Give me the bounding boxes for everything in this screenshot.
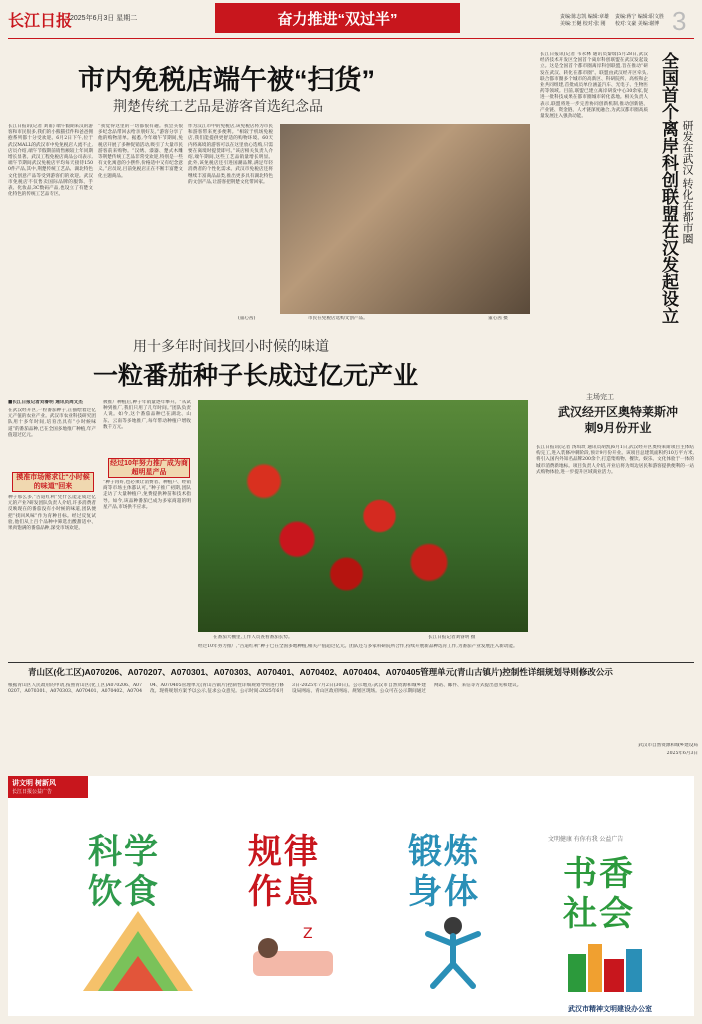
poster-diet [68, 816, 198, 996]
food-pyramid-icon [83, 911, 193, 991]
story1-author: (董心茜) [238, 316, 256, 321]
story4-kicker: 主场完工 [586, 394, 614, 401]
notice-issuer: 武汉市自然资源和城乡建设局 [638, 743, 698, 748]
issue-date: 2025年6月3日 星期二 [70, 15, 138, 22]
notice-title: 青山区(化工区)A070206、A070207、A070301、A070303、A070401、A070402、A070404、A070405管理单元(青山古镇片)控制性详细规划导则修改公示 [28, 667, 613, 677]
story1-col1: 长江日报讯(记者 刘甫) 端午假期来汉的游客和市民很多,我们的小熊猫挂件和爸爸拥抱系列都十分受欢迎。6月2日下午,位于武汉MALL的武汉市中免免税店人流不止,店员介绍,端午节假期前销售额较上年同期增长显著。武汉工程免税店商品公司表示,端午节期间武汉免税店平均每天接待1500件产品,其中,荆楚传统工艺品、湖北特色文化创意产品等受到游客们的欢迎。武汉市免税店不仅售卖国际品牌的服饰、手表、化妆品,3C数码产品,也设立了有楚文化特色的传统工艺品专区。 [8, 124, 93, 198]
story2-subhead2: 经过10年努力推广成为商超明星产品 [108, 458, 190, 478]
planning-notice [8, 662, 698, 773]
story2-col1: 在武汉经开区,一粒番茄种子,正描绘着过亿元产值的农业产业。武汉市农业科技研究团队用十多年时间,培育出具有“小时候味道”的番茄品种,已在全国多地推广种植,年产值超过亿元。 [8, 408, 96, 438]
story1-caption: 市民在免税店选购文创产品。 [308, 316, 368, 321]
story2-col3: 被推广种植后,种子年销量逐年攀升。“从试种到推广,我们只用了几年时间。”团队负责人说。如今,这个番茄品种已在湖北、山东、云南等多地推广,每年带动种植户增收数千万元。 [103, 400, 191, 430]
editor-line: 美编:王樾 校对:张 刚 [560, 21, 606, 27]
masthead [0, 0, 702, 40]
story2-col5: 经过10年努力推广,“古道红利”种子已在全国多地种植,相关产值超过亿元。团队还与多家科研院所合作,持续开展新品种选育工作,为番茄产业发展注入新动能。 [198, 644, 518, 649]
story1-subtitle: 荆楚传统工艺品是游客首选纪念品 [113, 98, 323, 114]
yoga-person-icon [408, 914, 498, 989]
poster-reading-title2: 社会 [563, 895, 635, 933]
books-icon [563, 934, 663, 994]
story-tomato [8, 330, 528, 660]
newspaper-logo: 长江日报 [8, 11, 73, 30]
editor-line: 责编:蒋宁 编辑:职文胜 [615, 14, 665, 20]
story2-kicker: 用十多年时间找回小时候的味道 [133, 338, 329, 354]
psa-slogan: 文明健康 有你有我 公益广告 [548, 837, 624, 843]
story1-col2: “我觉得这里的一切都很有趣。我会买很多纪念品带回去给亲朋好友。”游客分享了他的购物清单。据悉,今年端午节期间,免税店开展了多种促销活动,吸引了大量市民游客前来购物。“汉绣、漆器、楚式木雕等荆楚传统工艺品非常受欢迎,特别是一些有文化寓意的小摆件,价格适中又有纪念意义。”店员说,目前免税店正在不断丰富楚文化主题商品。 [98, 124, 183, 179]
psa-badge [8, 776, 88, 798]
story2-subhead1: 摸准市场需求让“小时候的味道”回来 [12, 472, 94, 492]
notice-date: 2025年6月3日 [666, 751, 698, 756]
story4-title: 武汉经开区奥特莱斯冲刺9月份开业 [558, 405, 679, 435]
psa-sponsor: 武汉市精神文明建设办公室 [568, 1006, 652, 1013]
poster-exercise [388, 816, 518, 996]
section-banner: 奋力推进“双过半” [215, 3, 460, 33]
story1-col3: 作为汉江市中的免税店,该免税店将为市民和游客带来更多便利。“相较于机场免税店,我们能提供更舒适的购物环境。60天内将离境的游客可以在这里放心选购,只需要在离境时提货即可。”该店相关负责人介绍,端午期间,这些工艺品销量增长明显。此外,该免税店还引进国潮品牌,满足年轻消费者的个性化需求。武汉市免税店还将继续丰富商品品类,推出更多具有湖北特色的文创产品,让游客把荆楚文化带回家。 [188, 124, 273, 185]
poster-rest [228, 816, 358, 996]
page-number: 3 [672, 6, 687, 36]
masthead-rule [8, 38, 694, 39]
editor-line: 校对:文豪 美编:谢博 [615, 21, 660, 27]
story2-col4: “种子再好,也必须让消费者、种植户、经销商等市场主体都认可。”种子推广初期,团队走访了大量种植户,免费提供种苗和技术指导。如今,该品种番茄已成为多家商超的明星产品,市场供不应求。 [103, 480, 191, 510]
story-outlet [536, 390, 694, 660]
story2-photo-credit: 长江日报记者刘睿明 摄 [428, 635, 476, 640]
public-service-ad [8, 776, 694, 1016]
sleeping-person-icon [248, 916, 338, 986]
story1-photo-credit: 董心茜 摄 [488, 316, 508, 321]
poster-exercise-title1: 锻炼 [408, 833, 480, 871]
story2-caption: 在番茄大棚里,工作人员查看番茄长势。 [213, 635, 293, 640]
poster-diet-title2: 饮食 [88, 873, 160, 911]
tomato-greenhouse-photo [198, 400, 528, 632]
poster-exercise-title2: 身体 [408, 873, 480, 911]
poster-rest-title2: 作息 [248, 873, 320, 911]
editor-line: 责编:陈志凯 编辑:章雄 [560, 14, 610, 20]
story-duty-free [8, 40, 528, 330]
story4-body: 长江日报讯(记者 汤琪玫 通讯员胡凯)6月1日,武汉经开区奥特莱斯项目主体结构完工,进入装修冲刺阶段,预计9月份开业。该项目总建筑面积约10万平方米,将引入国内外知名品牌200余个,打造集购物、餐饮、娱乐、文化体验于一体的城市消费新地标。项目负责人介绍,开业后将为周边居民和游客提供便利的一站式购物体验,进一步提升区域商业活力。 [536, 445, 694, 475]
story2-byline: ■长江日报记者刘睿明 通讯员周文杰 [8, 400, 83, 405]
story3-title: 全国首个离岸科创联盟在汉发起设立 [659, 52, 678, 324]
story-innovation-alliance [536, 40, 696, 390]
story2-title: 一粒番茄种子长成过亿元产业 [93, 362, 419, 390]
story3-subtitle: 研发在武汉 转化在都市圈 [681, 120, 693, 245]
poster-reading-title1: 书香 [563, 855, 635, 893]
notice-body: 根据青山区人民政府的申请,按照青山区(化工区)A070206、A070207、A070301、A070303、A070401、A070402、A070404、A070405管理单元(青山古镇片)控制性详细规划导则进行修改。现将规划方案予以公示,征求公众意见。公示时间:2025年6月3日-2025年7月2日(30日)。公示地点:武汉市自然资源和城乡建设局网站、青山区政府网站、规划区现场。公众可在公示期间通过网站、邮件、来信等方式提出意见和建议。 [8, 683, 522, 695]
editor-credits-2 [615, 14, 675, 28]
poster-reading [548, 846, 678, 1006]
story3-body: 长江日报讯(记者 韦永林 通讯员秦瑞)5月28日,武汉经济技术开发区全国首个离岸科创联盟在武汉发起设立。这是全国首个都市圈离岸科创联盟,旨在推动“研发在武汉、转化在都市圈”。联盟由武汉经开区牵头,联合都市圈多个城市的高新区、科研院所、高校和企业共同组建,首批成员单位涵盖汽车、光电子、生物医药等领域。目前,联盟已建立离岸研发中心30余家,促进一批科技成果在都市圈城市转化落地。相关负责人表示,联盟将进一步完善协同创新机制,推动创新链、产业链、资金链、人才链深度融合,为武汉都市圈高质量发展注入强劲动能。 [540, 52, 648, 120]
poster-diet-title1: 科学 [88, 833, 160, 871]
poster-rest-title1: 规律 [248, 833, 320, 871]
story1-title: 市内免税店端午被“扫货” [78, 65, 375, 95]
story2-col2: 种子那么多,“古道红利”凭什么能走成过亿元的产业?研发团队负责人介绍,许多消费者反映现在的番茄没有小时候的味道,团队便把“找回风味”作为育种目标。经过反复试验,他们从上百个品种中筛选出酸甜适中、果肉饱满的番茄品种,深受市场欢迎。 [8, 495, 96, 532]
svg-text:Z: Z [303, 926, 313, 942]
psa-badge-sub: 长江日报公益广告 [12, 789, 53, 795]
psa-badge-main: 讲文明 树新风 [12, 780, 56, 787]
duty-free-store-photo [280, 124, 530, 314]
